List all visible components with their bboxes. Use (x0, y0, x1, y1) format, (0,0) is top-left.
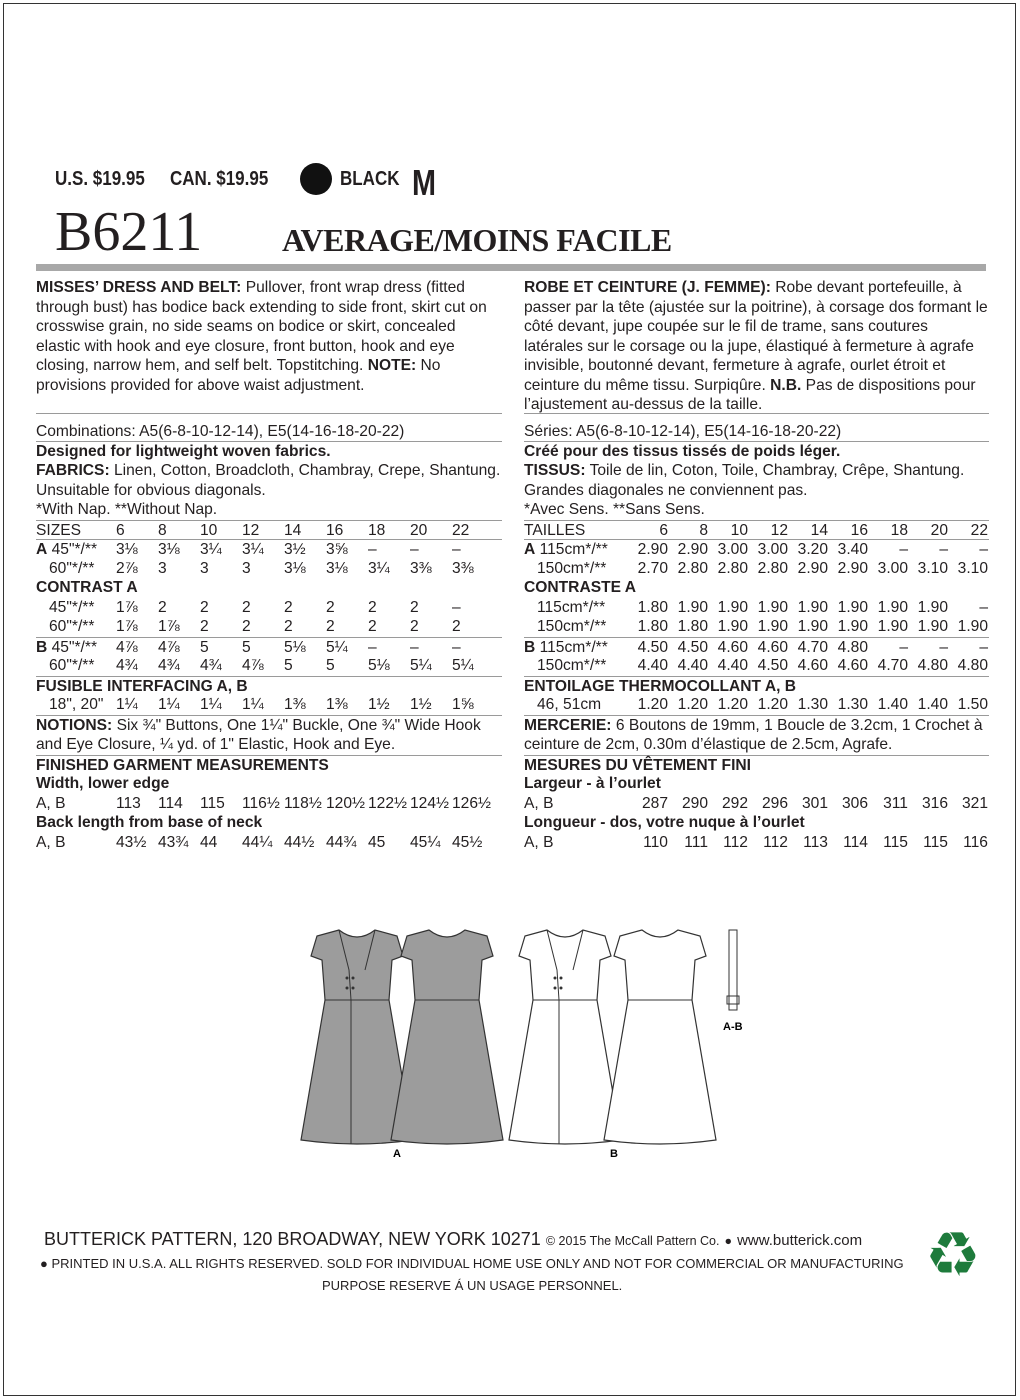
table-cell: 3⅜ (410, 559, 432, 577)
rights-line: ● PRINTED IN U.S.A. ALL RIGHTS RESERVED. SOLD FOR INDIVIDUAL HOME USE ONLY AND NOT FOR COMMERCIAL OR MANUFACTURING (40, 1256, 904, 1271)
section-heading: Width, lower edge (36, 775, 170, 792)
table-cell: 114 (158, 794, 183, 812)
table-cell: 113 (803, 833, 828, 851)
table-cell: 115 (923, 833, 948, 851)
table-cell: 3 (158, 559, 167, 577)
table-cell: 20 (930, 521, 948, 539)
table-cell: 5 (242, 638, 251, 656)
address: BUTTERICK PATTERN, 120 BROADWAY, NEW YORK 10271 (44, 1229, 541, 1249)
table-cell: 316 (921, 794, 948, 812)
table-cell: 4⅞ (242, 657, 264, 674)
notions-text: 6 Boutons de 19mm, 1 Boucle de 3.2cm, 1 Crochet à ceinture de 2cm, 0.30m d’élastique de 2.5cm, Agrafe. (524, 716, 983, 753)
table-cell: 1.20 (717, 696, 748, 713)
table-cell: 1⅞ (116, 598, 138, 616)
table-cell: 3¼ (242, 541, 264, 558)
table-cell: 1.90 (877, 618, 908, 635)
unsuitable: Unsuitable for obvious diagonals. (36, 481, 266, 499)
table-cell: 2.80 (717, 559, 748, 577)
nap-note-fr: *Avec Sens. **Sans Sens. (524, 501, 705, 518)
table-cell: 116½ (242, 794, 280, 812)
table-cell: 2 (242, 618, 251, 635)
view-b-label: B (610, 1148, 618, 1160)
table-cell: 1¼ (200, 696, 222, 713)
table-cell: 43¾ (158, 833, 189, 851)
note-label: NOTE: (367, 357, 417, 374)
table-cell: 4.50 (637, 638, 668, 656)
table-cell: – (979, 638, 988, 656)
table-cell: 4.70 (877, 657, 908, 674)
table-cell: 1.20 (637, 696, 668, 713)
table-cell: 45½ (452, 833, 483, 851)
view-letter: B (524, 638, 536, 656)
note-label: N.B. (770, 376, 802, 394)
table-cell: 1.90 (837, 598, 868, 616)
publisher-line: BUTTERICK PATTERN, 120 BROADWAY, NEW YORK 10271 © 2015 The McCall Pattern Co. ● www.butterick.com (44, 1229, 863, 1249)
table-cell: 16 (326, 521, 344, 539)
view-letter: A (524, 541, 536, 558)
table-cell: 2.80 (677, 559, 708, 577)
table-cell: 2 (368, 618, 377, 635)
table-cell: – (410, 541, 419, 558)
notions-label: MERCERIE: (524, 716, 612, 734)
size-code: M (412, 162, 436, 203)
table-cell: 1.90 (757, 598, 788, 616)
row-label-text: A, B (36, 833, 66, 851)
table-cell: 18 (368, 521, 386, 539)
table-cell: 1.20 (677, 696, 708, 713)
table-cell: 3¼ (200, 541, 222, 558)
table-cell: 3.10 (917, 559, 948, 577)
section-heading: CONTRASTE A (524, 579, 637, 596)
table-cell: 1.20 (757, 696, 788, 713)
table-cell: 1.90 (717, 618, 748, 635)
table-cell: 1½ (368, 696, 390, 713)
table-cell: 1¼ (116, 696, 138, 713)
table-cell: 1⅞ (116, 618, 138, 635)
table-cell: 8 (699, 521, 708, 539)
desc-title: ROBE ET CEINTURE (J. FEMME): (524, 279, 771, 296)
table-cell: 4⅞ (116, 638, 138, 656)
copyright: © 2015 The McCall Pattern Co. (545, 1234, 720, 1248)
table-cell: 1⅝ (452, 696, 474, 713)
table-cell: 2 (410, 618, 419, 635)
table-cell: – (979, 541, 988, 558)
row-label-text: TAILLES (524, 521, 586, 539)
table-cell: 16 (850, 521, 868, 539)
table-cell: 3 (242, 559, 251, 577)
table-cell: 4.80 (917, 657, 948, 674)
table-cell: – (410, 638, 419, 656)
row-label-text: A, B (36, 794, 66, 812)
table-cell: 3.00 (877, 559, 908, 577)
table-cell: 4.80 (837, 638, 868, 656)
row-label-text: 150cm*/** (524, 559, 607, 577)
table-cell: 5⅛ (368, 657, 390, 674)
table-cell: 45 (368, 833, 386, 851)
table-cell: 12 (242, 521, 260, 539)
row-label-text: 115cm*/** (524, 598, 606, 616)
table-cell: 5¼ (326, 638, 348, 656)
table-cell: 1.90 (797, 598, 828, 616)
row-label-text: A, B (524, 833, 554, 851)
recycle-icon: ♻ (925, 1218, 981, 1291)
nap-note: *With Nap. **Without Nap. (36, 501, 218, 518)
table-cell: 110 (643, 833, 668, 851)
table-cell: 1⅜ (326, 696, 348, 713)
table-cell: 1.30 (837, 696, 868, 713)
table-cell: 5 (200, 638, 209, 656)
note-text: No provisions provided for above waist adjustment. (36, 357, 441, 394)
table-cell: 1.80 (637, 598, 668, 616)
table-cell: 1⅞ (158, 618, 180, 635)
table-cell: 3¼ (368, 559, 390, 577)
table-cell: 1¼ (158, 696, 180, 713)
view-a-label: A (393, 1148, 401, 1160)
table-cell: 5 (284, 657, 293, 674)
table-cell: 306 (841, 794, 868, 812)
unsuitable-fr: Grandes diagonales ne conviennent pas. (524, 481, 808, 499)
table-cell: 2⅞ (116, 559, 138, 577)
table-cell: 2 (200, 598, 209, 616)
row-label-text: 150cm*/** (524, 657, 607, 674)
table-cell: 4.70 (797, 638, 828, 656)
table-cell: 1.90 (757, 618, 788, 635)
table-cell: – (899, 638, 908, 656)
table-cell: 6 (659, 521, 668, 539)
table-cell: – (452, 598, 461, 616)
designed-for: Designed for lightweight woven fabrics. (36, 442, 331, 460)
table-cell: 10 (730, 521, 748, 539)
fabrics-label: TISSUS: (524, 462, 586, 479)
website-link[interactable]: www.butterick.com (737, 1232, 863, 1249)
table-cell: 3⅛ (116, 541, 138, 558)
table-cell: – (939, 638, 948, 656)
table-cell: 114 (843, 833, 868, 851)
notions-text: Six ¾" Buttons, One 1¼" Buckle, One ¾" Wide Hook and Eye Closure, ¼ yd. of 1" Elastic, Hook and Eye. (36, 716, 481, 753)
table-cell: – (939, 541, 948, 558)
table-cell: 3⅛ (326, 559, 348, 577)
table-cell: 44 (200, 833, 218, 851)
table-cell: 1.50 (957, 696, 988, 713)
table-cell: 4.40 (677, 657, 708, 674)
table-cell: 4⅞ (158, 638, 180, 656)
designed-for-fr: Créé pour des tissus tissés de poids léger. (524, 442, 841, 460)
table-cell: 2 (326, 618, 335, 635)
row-label-text: 150cm*/** (524, 618, 607, 635)
table-cell: 18 (890, 521, 908, 539)
table-cell: 4.40 (637, 657, 668, 674)
table-cell: 12 (770, 521, 788, 539)
table-cell: 5 (326, 657, 335, 674)
section-heading: Largeur - à l’ourlet (524, 775, 661, 792)
table-cell: 3 (200, 559, 209, 577)
desc-text: Pullover, front wrap dress (fitted through bust) has bodice back extending to side front, skirt cut on crosswise grain, no side seams on bodice or skirt, concealed elastic with hook and eye closure, front button, hook and eye closing, narrow hem, and self belt. Topstitching. (36, 279, 487, 374)
combinations: Combinations: A5(6-8-10-12-14), E5(14-16-18-20-22) (36, 422, 502, 442)
table-cell: 44¾ (326, 833, 357, 851)
row-label-text: 60"*/** (36, 618, 95, 635)
row-label-text: 45"*/** (47, 638, 98, 656)
table-cell: 301 (801, 794, 828, 812)
can-price: CAN. $19.95 (170, 168, 269, 190)
table-cell: 3.00 (757, 541, 788, 558)
table-cell: 8 (158, 521, 167, 539)
table-cell: 1.80 (677, 618, 708, 635)
table-cell: 2.90 (677, 541, 708, 558)
table-cell: 115 (883, 833, 908, 851)
table-cell: 1⅜ (284, 696, 306, 713)
section-heading: MESURES DU VÊTEMENT FINI (524, 755, 989, 775)
row-label-text: A, B (524, 794, 554, 812)
table-cell: 1.90 (837, 618, 868, 635)
table-cell: 2.80 (757, 559, 788, 577)
table-cell: 10 (200, 521, 218, 539)
table-cell: 2 (200, 618, 209, 635)
fabrics-text: Toile de lin, Coton, Toile, Chambray, Crêpe, Shantung. (585, 462, 965, 479)
table-cell: 22 (970, 521, 988, 539)
table-cell: – (979, 598, 988, 616)
table-cell: 44½ (284, 833, 315, 851)
rights-text: PRINTED IN U.S.A. ALL RIGHTS RESERVED. SOLD FOR INDIVIDUAL HOME USE ONLY AND NOT FOR COMMERCIAL OR MANUFACTURING (51, 1256, 904, 1271)
belt (727, 930, 739, 1010)
table-cell: 2 (158, 598, 167, 616)
section-heading: FINISHED GARMENT MEASUREMENTS (36, 755, 502, 775)
table-cell: 2 (284, 598, 293, 616)
section-heading: ENTOILAGE THERMOCOLLANT A, B (524, 676, 989, 696)
table-cell: 2 (326, 598, 335, 616)
table-cell: 4.50 (757, 657, 788, 674)
combinations-fr: Séries: A5(6-8-10-12-14), E5(14-16-18-20-22) (524, 422, 989, 442)
table-cell: 4¾ (116, 657, 138, 674)
table-cell: 3.40 (837, 541, 868, 558)
table-cell: 3⅛ (158, 541, 180, 558)
table-cell: 1.90 (917, 618, 948, 635)
table-cell: – (368, 638, 377, 656)
table-cell: 4.60 (837, 657, 868, 674)
belt-label: A-B (723, 1021, 743, 1033)
table-cell: 4.40 (717, 657, 748, 674)
table-cell: 2 (368, 598, 377, 616)
table-cell: 1½ (410, 696, 432, 713)
table-cell: 43½ (116, 833, 147, 851)
table-cell: 1.40 (917, 696, 948, 713)
row-label-text: 45"*/** (36, 598, 95, 616)
row-label-text: 60"*/** (36, 559, 95, 577)
table-cell: 4¾ (158, 657, 180, 674)
table-cell: 1.90 (677, 598, 708, 616)
table-cell: 3⅛ (284, 559, 306, 577)
rights-line-2: PURPOSE RESERVE Á UN USAGE PERSONNEL. (322, 1278, 623, 1293)
table-cell: 2 (284, 618, 293, 635)
row-label-text: 46, 51cm (524, 696, 602, 713)
table-cell: 1.90 (957, 618, 988, 635)
table-cell: 4.60 (797, 657, 828, 674)
table-cell: 1.90 (917, 598, 948, 616)
table-cell: 290 (681, 794, 708, 812)
dress-a-back (391, 930, 503, 1144)
table-cell: 1.90 (877, 598, 908, 616)
table-cell: 20 (410, 521, 428, 539)
view-letter: B (36, 638, 48, 656)
table-cell: 3.00 (717, 541, 748, 558)
table-cell: 115 (200, 794, 225, 812)
table-cell: 1.40 (877, 696, 908, 713)
desc-title: MISSES’ DRESS AND BELT: (36, 279, 242, 296)
table-cell: 124½ (410, 794, 450, 812)
section-heading: CONTRAST A (36, 579, 138, 596)
table-cell: 321 (961, 794, 988, 812)
table-cell: 3.10 (957, 559, 988, 577)
table-cell: 292 (721, 794, 748, 812)
row-label-text: 115cm*/** (535, 541, 608, 558)
fabrics-label: FABRICS: (36, 462, 110, 479)
table-cell: – (899, 541, 908, 558)
us-price: U.S. $19.95 (55, 168, 145, 190)
table-cell: – (452, 541, 461, 558)
table-cell: 112 (723, 833, 748, 851)
table-cell: 126½ (452, 794, 492, 812)
table-cell: 4.60 (717, 638, 748, 656)
dress-b-back (604, 930, 716, 1144)
table-cell: 4¾ (200, 657, 222, 674)
table-cell: 1.80 (637, 618, 668, 635)
table-cell: 22 (452, 521, 470, 539)
row-label-text: SIZES (36, 521, 82, 539)
table-cell: 2 (242, 598, 251, 616)
table-cell: 3⅜ (452, 559, 474, 577)
table-cell: 45¼ (410, 833, 441, 851)
table-cell: 2 (410, 598, 419, 616)
table-cell: 1¼ (242, 696, 264, 713)
table-cell: 3⅝ (326, 541, 348, 558)
table-cell: 2.90 (837, 559, 868, 577)
pattern-number: B6211 (55, 201, 203, 263)
table-cell: 122½ (368, 794, 408, 812)
table-cell: 287 (641, 794, 668, 812)
table-cell: 296 (761, 794, 788, 812)
table-cell: 2 (452, 618, 461, 635)
notions-label: NOTIONS: (36, 716, 113, 734)
note-text: Pas de dispositions pour l’ajustement au-dessus de la taille. (524, 376, 976, 413)
table-cell: 120½ (326, 794, 366, 812)
table-cell: 14 (810, 521, 828, 539)
table-cell: 116 (963, 833, 988, 851)
row-label-text: 18", 20" (36, 696, 104, 713)
table-cell: 112 (763, 833, 788, 851)
section-heading: FUSIBLE INTERFACING A, B (36, 676, 502, 696)
table-cell: 113 (116, 794, 141, 812)
color-label: BLACK (340, 168, 400, 190)
table-cell: 5¼ (410, 657, 432, 674)
view-letter: A (36, 541, 48, 558)
table-cell: 5¼ (452, 657, 474, 674)
table-cell: 3.20 (797, 541, 828, 558)
table-cell: 4.60 (757, 638, 788, 656)
table-cell: – (452, 638, 461, 656)
section-heading: Back length from base of neck (36, 814, 263, 831)
table-cell: 1.30 (797, 696, 828, 713)
table-cell: 2.90 (797, 559, 828, 577)
fabrics-text: Linen, Cotton, Broadcloth, Chambray, Crepe, Shantung. (109, 462, 501, 479)
table-cell: 311 (883, 794, 908, 812)
dress-b-front (509, 930, 621, 1144)
table-cell: 4.80 (957, 657, 988, 674)
table-cell: 111 (684, 833, 708, 851)
table-cell: 4.50 (677, 638, 708, 656)
table-cell: 44¼ (242, 833, 273, 851)
table-cell: 2.70 (637, 559, 668, 577)
difficulty-level: AVERAGE/MOINS FACILE (282, 222, 672, 258)
table-cell: 1.90 (717, 598, 748, 616)
row-label-text: 60"*/** (36, 657, 95, 674)
section-heading: Longueur - dos, votre nuque à l’ourlet (524, 814, 805, 831)
table-cell: 118½ (284, 794, 322, 812)
table-cell: 2.90 (637, 541, 668, 558)
row-label-text: 45"*/** (47, 541, 98, 558)
table-cell: – (368, 541, 377, 558)
table-cell: 3½ (284, 541, 306, 558)
table-cell: 1.90 (797, 618, 828, 635)
table-cell: 14 (284, 521, 302, 539)
table-cell: 6 (116, 521, 125, 539)
desc-text: Robe devant portefeuille, à passer par la tête (ajustée sur la poitrine), à corsage dos formant le côté devant, jupe coupée sur le fil de trame, sans coutures latérales sur le corsage ou la jupe, élastiqué à fermeture à agrafe invisible, boutonné devant, fermeture à agrafe, ourlet étroit et ceinture du même tissu. Surpiqûre. (524, 279, 988, 394)
table-cell: 5⅛ (284, 638, 306, 656)
row-label-text: 115cm*/** (535, 638, 608, 656)
